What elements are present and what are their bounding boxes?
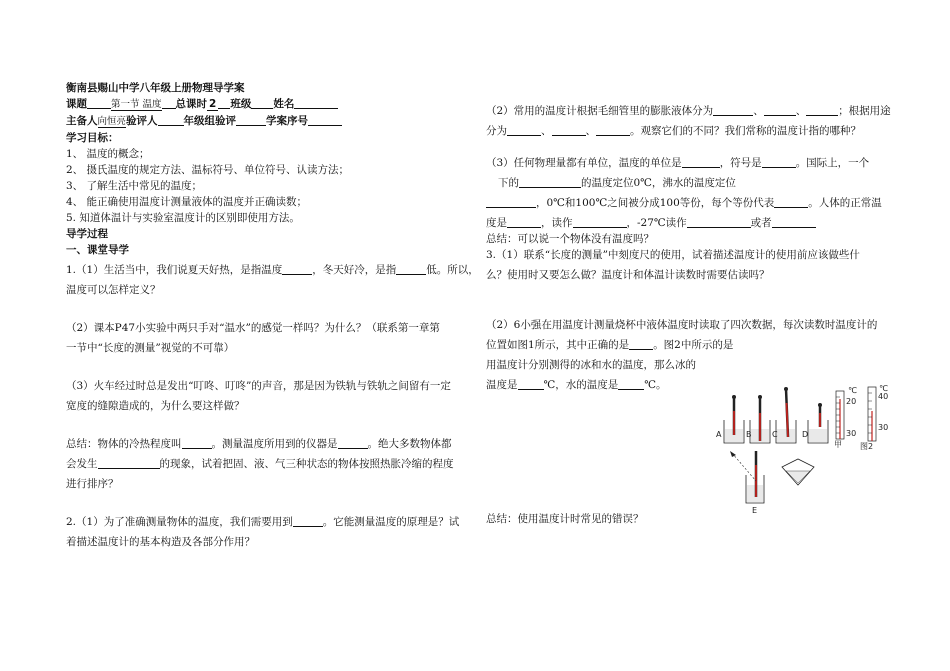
summary-r2: 总结：使用温度计时常见的错误？ xyxy=(486,513,644,525)
lesson-name: 第一节 温度 xyxy=(111,99,162,110)
label-e: E xyxy=(752,506,758,515)
label-a: A xyxy=(716,430,722,439)
label-b: B xyxy=(746,430,752,439)
thermometer-figure xyxy=(712,385,892,515)
section-title: 一、课堂导学 xyxy=(66,244,129,256)
process-title: 导学过程 xyxy=(66,228,108,240)
left-column: 衡南县赐山中学八年级上册物理导学案 课题 第一节 温度 总课时 2 班级 姓名 主备人向恒亮验评人 年级组验评 学案序号 学习目标： 1、 温度的概念； 2、 摄氏温度的规定方法、温标符号、单位符号、认读方法； 3、 了解生活中常见的温度； 4、 能正确使用温度计测量液体的温度并正确读数； 5. 知道体温计与实验室温度计的区别即使用方法。 导学过程 一、课堂导学 1.（1）生活当中，我们说夏天好热，是指温度 ，冬天好冷，是指 低。所以， 温度可以怎样定义？ （2）课本P47小实验中两只手对“温水”的感觉一样吗？为什么？（联系第一章第 一节中“长度的测量”视觉的不可靠） （3）火车经过时总是发出“叮咚、叮咚”的声音，那是因为铁轨与铁轨之间留有一定 宽度的缝隙造成的，为什么要这样做？ 总结：物体的冷热程度叫 。测量温度所用到的仪器是 。绝大多数物体都 会发生 的现象，试着把固、液、气三种状态的物体按照热胀冷缩的程度 进行排序？ 2.（1）为了准确测量物体的温度，我们需要用到 。它能测量温度的原理是？试 着描述温度计的基本构造及各部分作用？ xyxy=(66,82,479,548)
scale-1-bottom: 30 xyxy=(846,429,857,438)
summary-r1: 总结：可以说一个物体没有温度吗？ xyxy=(486,233,654,245)
scale-2-top: 40 xyxy=(878,392,889,401)
question-1: 1.（1）生活当中，我们说夏天好热，是指温度 ，冬天好冷，是指 低。所以， xyxy=(66,264,479,276)
question-2: （2）课本P47小实验中两只手对“温水”的感觉一样吗？为什么？（联系第一章第 xyxy=(66,322,440,334)
summary-1: 总结：物体的冷热程度叫 。测量温度所用到的仪器是 。绝大多数物体都 xyxy=(66,438,452,450)
beaker-c xyxy=(776,387,796,443)
label-d: D xyxy=(802,430,809,439)
question-4: 2.（1）为了准确测量物体的温度，我们需要用到 。它能测量温度的原理是？试 xyxy=(66,516,460,528)
label-jia: 甲 xyxy=(834,440,842,449)
beaker-e xyxy=(730,451,764,503)
goal-item: 5. 知道体温计与实验室温度计的区别即使用方法。 xyxy=(66,212,300,224)
right-column: （2）常用的温度计根据毛细管里的膨胀液体分为 、 、 ；根据用途 分为 、 、 。观察它们的不同？我们常称的温度计指的哪种？ （3）任何物理量都有单位，温度的单位是 ，符号是 。国际上，一个 下的 的温度定位0℃，沸水的温度定位 ，0℃和100℃之间被分成100等份，每个等份代表 。人体的正常温 度是 ，读作 ，-27℃读作 或者 总结：可以说一个物体没有温度吗？ 3.（1）联系“长度的测量”中刻度尺的使用，试着描述温度计的使用前应该做些什 么？使用时又要怎么做？温度计和体温计读数时需要估读吗？ （2）6小强在用温度计测量烧杯中液体温度时读取了四次数据，每次读数时温度计的 位置如图1所示，其中正确的是 。图2中所示的是 用温度计分别测得的冰和水的温度，那么冰的 温度是 ℃，水的温度是 ℃。 总结：使用温度计时常见的错误？ xyxy=(486,105,891,525)
question-3: （3）火车经过时总是发出“叮咚、叮咚”的声音，那是因为铁轨与铁轨之间留有一定 xyxy=(66,380,451,392)
school-title: 衡南县赐山中学八年级上册物理导学案 xyxy=(66,82,245,94)
scale-2-bottom: 30 xyxy=(878,423,889,432)
header-line-3: 主备人向恒亮验评人 年级组验评 学案序号 xyxy=(66,113,470,130)
beaker-b xyxy=(750,395,770,443)
scale-1-top: 20 xyxy=(846,397,857,406)
question-r1: （2）常用的温度计根据毛细管里的膨胀液体分为 、 、 ；根据用途 xyxy=(486,105,891,117)
thermometer-scale-1 xyxy=(836,391,844,439)
goal-item: 2、 摄氏温度的规定方法、温标符号、单位符号、认读方法； xyxy=(66,164,350,176)
scale-2-unit: ℃ xyxy=(879,385,888,393)
author-name: 向恒亮 xyxy=(97,116,127,127)
beaker-a xyxy=(724,395,744,443)
scale-1-unit: ℃ xyxy=(848,386,857,395)
question-r2: （3）任何物理量都有单位，温度的单位是 ，符号是 。国际上，一个 xyxy=(486,157,870,169)
beaker-d xyxy=(808,403,828,443)
label-c: C xyxy=(772,430,778,439)
goal-item: 3、 了解生活中常见的温度； xyxy=(66,180,203,192)
question-r4: （2）6小强在用温度计测量烧杯中液体温度时读取了四次数据，每次读数时温度计的 xyxy=(486,319,878,331)
thermometer-scale-2 xyxy=(868,387,876,441)
goals-title: 学习目标： xyxy=(66,132,119,144)
goal-item: 4、 能正确使用温度计测量液体的温度并正确读数； xyxy=(66,196,308,208)
header-line-2: 课题 第一节 温度 总课时 2 班级 姓名 xyxy=(66,96,470,113)
figure-caption: 图2 xyxy=(860,442,874,451)
funnel-container xyxy=(782,459,814,485)
question-r3: 3.（1）联系“长度的测量”中刻度尺的使用，试着描述温度计的使用前应该做些什 xyxy=(486,249,860,261)
goal-item: 1、 温度的概念； xyxy=(66,148,150,160)
